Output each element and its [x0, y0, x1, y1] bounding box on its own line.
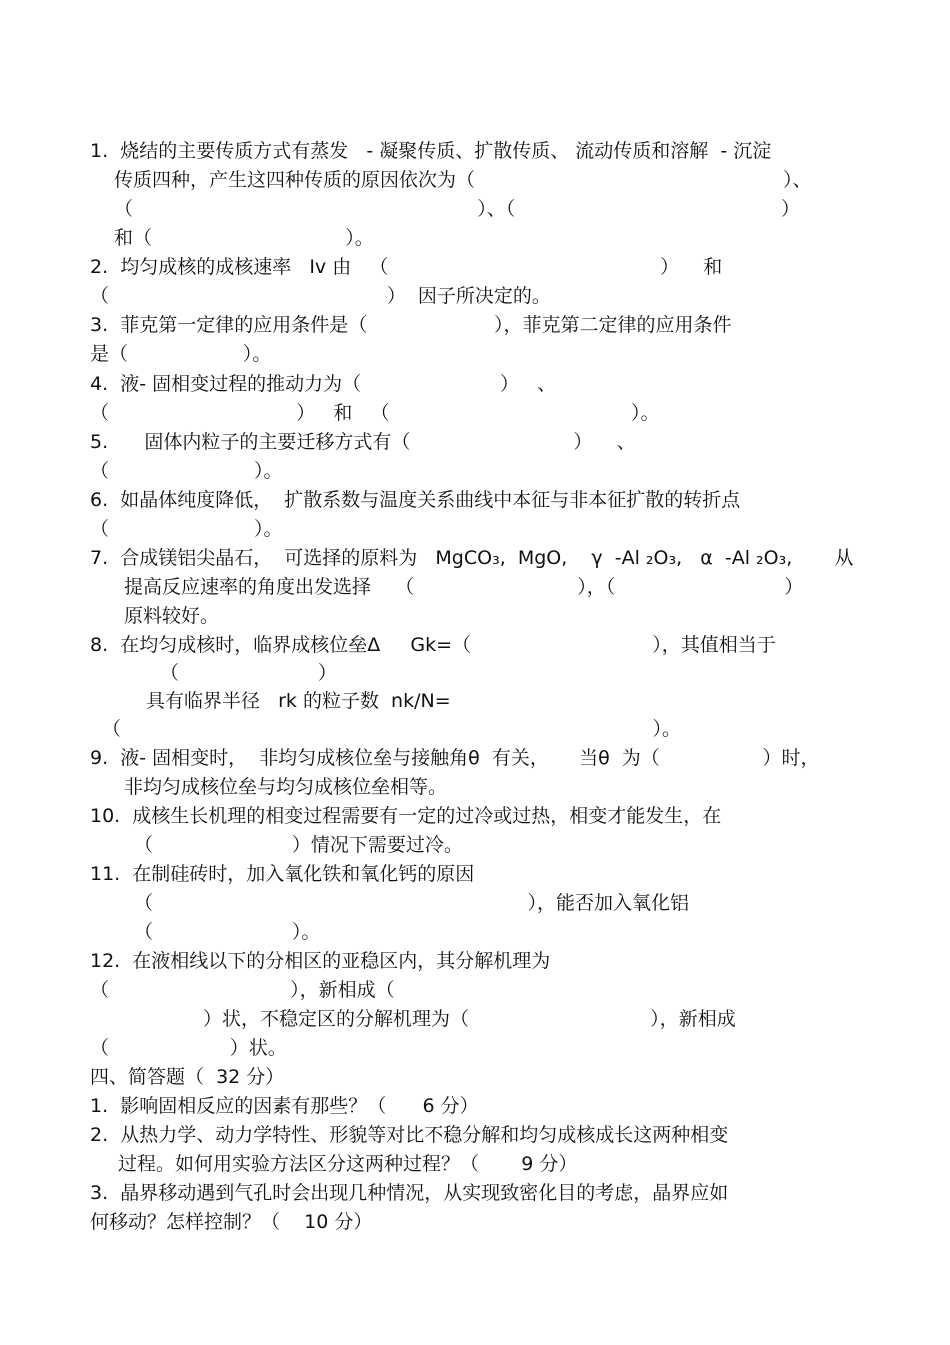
q4-line-1: 4. 液- 固相变过程的推动力为（ ） 、	[90, 373, 557, 395]
q8-line-3: 具有临界半径 rk 的粒子数 nk/N=	[146, 690, 451, 712]
q2-line-2: （ ） 因子所决定的。	[90, 285, 551, 307]
q10-line-2: （ ）情况下需要过冷。	[134, 834, 463, 856]
q2-line-1: 2. 均匀成核的成核速率 Iv 由 （ ） 和	[90, 256, 723, 278]
q1-line-1: 1. 烧结的主要传质方式有蒸发 - 凝聚传质、扩散传质、 流动传质和溶解 - 沉淀	[90, 140, 772, 162]
q11-line-1: 11. 在制硅砖时，加入氧化铁和氧化钙的原因	[90, 863, 475, 885]
q5-line-1: 5. 固体内粒子的主要迁移方式有（ ） 、	[90, 431, 636, 453]
q11-line-2: （ ），能否加入氧化铝	[134, 892, 689, 914]
q8-line-1: 8. 在均匀成核时，临界成核位垒Δ Gk=（ ），其值相当于	[90, 634, 776, 656]
q1-line-4: 和（ ）。	[114, 227, 374, 249]
q1-line-3: （ ）、（ ）	[114, 198, 800, 220]
q8-line-2: （ ）	[160, 662, 337, 684]
q5-line-2: （ ）。	[90, 460, 283, 482]
q12-line-3: ）状，不稳定区的分解机理为（ ），新相成	[203, 1008, 736, 1030]
q9-line-1: 9. 液- 固相变时， 非均匀成核位垒与接触角θ 有关， 当θ 为（ ）时，	[90, 747, 820, 769]
q4-line-2: （ ） 和 （ ）。	[90, 402, 660, 424]
q12-line-4: （ ）状。	[90, 1037, 287, 1059]
q6-line-2: （ ）。	[90, 518, 283, 540]
q12-line-2: （ ），新相成（	[90, 979, 395, 1001]
q10-line-1: 10. 成核生长机理的相变过程需要有一定的过冷或过热，相变才能发生，在	[90, 805, 722, 827]
q3-line-2: 是（ ）。	[90, 343, 272, 365]
short-q2-line-1: 2. 从热力学、动力学特性、形貌等对比不稳分解和均匀成核成长这两种相变	[90, 1124, 729, 1146]
short-q3-line-1: 3. 晶界移动遇到气孔时会出现几种情况，从实现致密化目的考虑，晶界应如	[90, 1182, 729, 1204]
q11-line-3: （ ）。	[134, 921, 321, 943]
short-q3-line-2: 何移动？怎样控制？（ 10 分）	[90, 1211, 373, 1233]
short-q2-line-2: 过程。如何用实验方法区分这两种过程？（ 9 分）	[118, 1153, 578, 1175]
q6-line-1: 6. 如晶体纯度降低， 扩散系数与温度关系曲线中本征与非本征扩散的转折点	[90, 489, 741, 511]
q7-line-1: 7. 合成镁铝尖晶石， 可选择的原料为 MgCO₃, MgO, γ -Al ₂O₃, α -Al ₂O₃, 从	[90, 547, 854, 569]
q8-line-4: （ ）。	[102, 718, 681, 740]
q12-line-1: 12. 在液相线以下的分相区的亚稳区内，其分解机理为	[90, 950, 551, 972]
q7-line-2: 提高反应速率的角度出发选择 （ ），（ ）	[124, 576, 804, 598]
section-four-heading: 四、简答题（ 32 分）	[90, 1066, 285, 1088]
short-q1-line-1: 1. 影响固相反应的因素有那些？（ 6 分）	[90, 1095, 479, 1117]
q1-line-2: 传质四种，产生这四种传质的原因依次为（ ）、	[114, 169, 812, 191]
q3-line-1: 3. 菲克第一定律的应用条件是（ ），菲克第二定律的应用条件	[90, 314, 732, 336]
q9-line-2: 非均匀成核位垒与均匀成核位垒相等。	[124, 776, 448, 798]
q7-line-3: 原料较好。	[124, 605, 220, 627]
